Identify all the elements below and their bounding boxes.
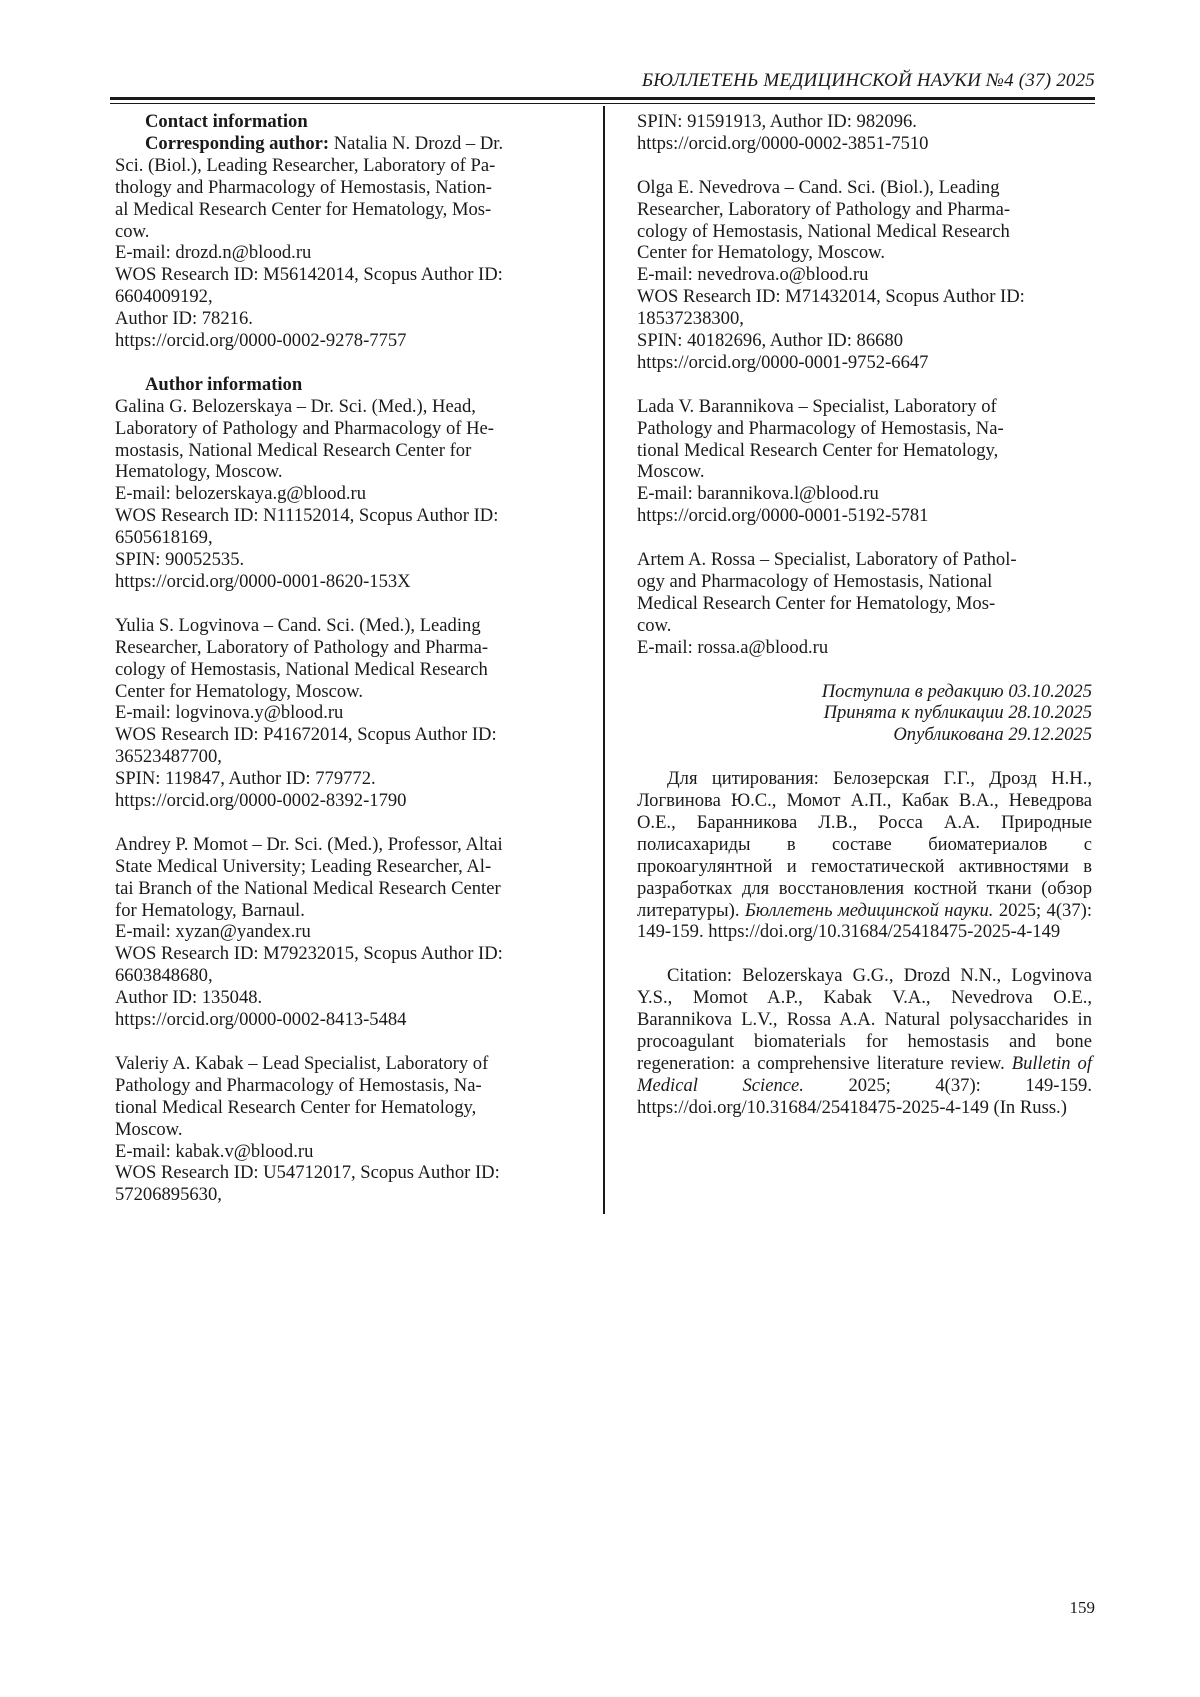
contact-information-heading: Contact information: [145, 111, 308, 132]
text-line: WOS Research ID: M79232015, Scopus Author ID:: [115, 943, 503, 965]
text-line: Pathology and Pharmacology of Hemostasis, Na-: [637, 417, 1004, 439]
contact-information-block: [115, 111, 570, 352]
text-line: for Hematology, Barnaul.: [115, 899, 305, 921]
text-line: Center for Hematology, Moscow.: [115, 680, 364, 702]
right-column: [637, 111, 1092, 1140]
citation-tail: 2025; 4(37): 149-159. https://doi.org/10.31684/25418475-2025-4-149: [637, 899, 1092, 943]
orcid-link[interactable]: https://orcid.org/0000-0001-9752-6647: [637, 351, 929, 373]
text-line: Researcher, Laboratory of Pathology and Pharma-: [637, 198, 1011, 220]
text-line: Olga E. Nevedrova – Cand. Sci. (Biol.), Leading: [637, 176, 1000, 198]
orcid-link[interactable]: https://orcid.org/0000-0002-8392-1790: [115, 790, 407, 812]
author-entry-kabak-continued: [637, 111, 1092, 155]
email-line: E-mail: rossa.a@blood.ru: [637, 636, 829, 658]
text-line: cology of Hemostasis, National Medical Research: [115, 658, 488, 680]
text-line: tai Branch of the National Medical Research Center: [115, 877, 501, 899]
corresponding-author-label: Corresponding author:: [145, 132, 330, 154]
text-line: WOS Research ID: M56142014, Scopus Author ID:: [115, 264, 503, 286]
orcid-link[interactable]: https://orcid.org/0000-0001-5192-5781: [637, 505, 929, 527]
text-line: mostasis, National Medical Research Center for: [115, 439, 472, 461]
citation-russian: [637, 768, 1092, 943]
author-entry-belozerskaya: [115, 374, 570, 593]
text-line: tional Medical Research Center for Hematology,: [115, 1096, 477, 1118]
text-line: 6505618169,: [115, 527, 213, 549]
email-line: E-mail: logvinova.y@blood.ru: [115, 702, 344, 724]
text-line: WOS Research ID: U54712017, Scopus Author ID:: [115, 1162, 500, 1184]
text-line: Laboratory of Pathology and Pharmacology of He-: [115, 417, 495, 439]
text-line: thology and Pharmacology of Hemostasis, Nation-: [115, 176, 492, 198]
text-line: Sci. (Biol.), Leading Researcher, Laboratory of Pa-: [115, 154, 496, 176]
text-line: SPIN: 40182696, Author ID: 86680: [637, 330, 904, 352]
email-line: E-mail: xyzan@yandex.ru: [115, 921, 311, 943]
text-line: cow.: [115, 220, 150, 242]
publication-dates: [637, 681, 1092, 747]
text-line: 6603848680,: [115, 965, 213, 987]
text-line: Artem A. Rossa – Specialist, Laboratory of Pathol-: [637, 549, 1017, 571]
received-date: Поступила в редакцию 03.10.2025: [821, 680, 1092, 702]
text-line: 57206895630,: [115, 1184, 222, 1206]
text-line: State Medical University; Leading Researcher, Al-: [115, 855, 492, 877]
text-line: SPIN: 91591913, Author ID: 982096.: [637, 111, 917, 132]
text-line: cology of Hemostasis, National Medical Research: [637, 220, 1010, 242]
published-date: Опубликована 29.12.2025: [893, 724, 1092, 746]
citation-english: [637, 965, 1092, 1118]
author-entry-momot: [115, 834, 570, 1031]
text-line: Valeriy A. Kabak – Lead Specialist, Laboratory of: [115, 1052, 489, 1074]
text-line: Yulia S. Logvinova – Cand. Sci. (Med.), Leading: [115, 614, 481, 636]
text-line: Center for Hematology, Moscow.: [637, 242, 886, 264]
email-line: E-mail: barannikova.l@blood.ru: [637, 483, 879, 505]
text-line: Pathology and Pharmacology of Hemostasis, Na-: [115, 1074, 482, 1096]
text-line: Moscow.: [115, 1118, 183, 1140]
email-line: E-mail: nevedrova.o@blood.ru: [637, 264, 869, 286]
page-number: 159: [1069, 1598, 1095, 1617]
text-line: WOS Research ID: M71432014, Scopus Author ID:: [637, 286, 1025, 308]
author-entry-kabak: [115, 1053, 570, 1206]
text-line: SPIN: 119847, Author ID: 779772.: [115, 768, 376, 790]
author-entry-logvinova: [115, 615, 570, 812]
column-divider: [603, 106, 605, 1214]
orcid-link[interactable]: https://orcid.org/0000-0001-8620-153X: [115, 571, 411, 593]
email-line: E-mail: kabak.v@blood.ru: [115, 1140, 314, 1162]
text-line: Researcher, Laboratory of Pathology and Pharma-: [115, 636, 489, 658]
text-line: WOS Research ID: P41672014, Scopus Author ID:: [115, 724, 497, 746]
text-line: tional Medical Research Center for Hematology,: [637, 439, 999, 461]
author-entry-rossa: [637, 549, 1092, 659]
text-line: 36523487700,: [115, 746, 222, 768]
text-line: WOS Research ID: N11152014, Scopus Author ID:: [115, 505, 499, 527]
header-rule-thick: [110, 97, 1095, 100]
text-line: Galina G. Belozerskaya – Dr. Sci. (Med.), Head,: [115, 395, 476, 417]
citation-text: Для цитирования: Белозерская Г.Г., Дрозд Н.Н., Логвинова Ю.С., Момот А.П., Кабак В.А., Неведрова О.Е., Баранникова Л.В., Росса А.А. Природные полисахариды в составе биоматериалов с прокоагулянтной и гемостатической активностями в разработках для восстановления костной ткани (обзор литературы).: [637, 768, 1092, 921]
citation-journal: Bulletin of Medical Science.: [637, 1052, 1092, 1096]
text-line: ogy and Pharmacology of Hemostasis, National: [637, 570, 993, 592]
author-entry-nevedrova: [637, 177, 1092, 374]
orcid-link[interactable]: https://orcid.org/0000-0002-8413-5484: [115, 1009, 407, 1031]
text-line: al Medical Research Center for Hematology, Mos-: [115, 198, 492, 220]
email-line: E-mail: belozerskaya.g@blood.ru: [115, 483, 367, 505]
text-line: 18537238300,: [637, 308, 744, 330]
text-line: Natalia N. Drozd – Dr.: [333, 132, 504, 154]
corresponding-author-line: [115, 133, 570, 155]
text-line: 6604009192,: [115, 286, 213, 308]
text-line: Medical Research Center for Hematology, Mos-: [637, 592, 996, 614]
left-column: [115, 111, 570, 1228]
accepted-date: Принята к публикации 28.10.2025: [823, 702, 1092, 724]
email-line: E-mail: drozd.n@blood.ru: [115, 242, 312, 264]
orcid-link[interactable]: https://orcid.org/0000-0002-3851-7510: [637, 132, 929, 154]
text-line: Moscow.: [637, 461, 705, 483]
text-line: Andrey P. Momot – Dr. Sci. (Med.), Professor, Altai: [115, 833, 503, 855]
orcid-link[interactable]: https://orcid.org/0000-0002-9278-7757: [115, 330, 407, 352]
author-entry-barannikova: [637, 396, 1092, 527]
text-line: cow.: [637, 614, 672, 636]
text-line: Lada V. Barannikova – Specialist, Laboratory of: [637, 395, 997, 417]
text-line: Author ID: 78216.: [115, 308, 253, 330]
header-rule-thin: [110, 103, 1095, 104]
text-line: SPIN: 90052535.: [115, 549, 245, 571]
citation-text: Citation: Belozerskaya G.G., Drozd N.N., Logvinova Y.S., Momot A.P., Kabak V.A., Nevedrova O.E., Barannikova L.V., Rossa A.A. Natural polysaccharides in procoagulant biomaterials for hemostasis and bone regeneration: a comprehensive literature review.: [637, 965, 1092, 1074]
text-line: Hematology, Moscow.: [115, 461, 283, 483]
citation-tail: 2025; 4(37): 149-159. https://doi.org/10.31684/25418475-2025-4-149 (In Russ.): [637, 1074, 1092, 1118]
text-line: Author ID: 135048.: [115, 987, 263, 1009]
author-information-heading: Author information: [145, 373, 303, 395]
citation-journal: Бюллетень медицинской науки.: [744, 899, 994, 921]
running-header: БЮЛЛЕТЕНЬ МЕДИЦИНСКОЙ НАУКИ №4 (37) 2025: [641, 70, 1095, 91]
